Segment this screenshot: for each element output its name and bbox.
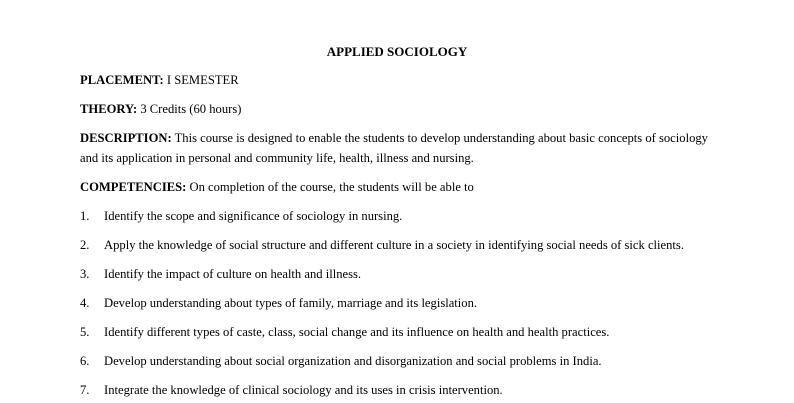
competency-number: 3. xyxy=(80,267,90,281)
competency-number: 6. xyxy=(80,354,90,368)
competency-item xyxy=(80,238,684,253)
competencies-line xyxy=(80,180,474,195)
competency-item xyxy=(80,296,477,311)
competency-item xyxy=(80,209,402,224)
competencies-intro: On completion of the course, the students will be able to xyxy=(186,180,474,194)
competency-text: Identify different types of caste, class, social change and its influence on health and health practices. xyxy=(104,325,610,339)
competency-text: Integrate the knowledge of clinical sociology and its uses in crisis intervention. xyxy=(104,383,503,397)
theory-label: THEORY: xyxy=(80,102,138,116)
description-label: DESCRIPTION: xyxy=(80,131,172,145)
theory-value: 3 Credits (60 hours) xyxy=(137,102,242,116)
competency-number: 1. xyxy=(80,209,90,223)
competencies-label: COMPETENCIES: xyxy=(80,180,187,194)
competency-number: 7. xyxy=(80,383,90,397)
competency-number: 5. xyxy=(80,325,90,339)
placement-label: PLACEMENT: xyxy=(80,73,164,87)
description-line-1 xyxy=(80,131,708,146)
placement-value: I SEMESTER xyxy=(163,73,239,87)
theory-line xyxy=(80,102,241,117)
competency-item xyxy=(80,325,609,340)
competency-item xyxy=(80,354,602,369)
placement-line xyxy=(80,73,239,88)
competency-text: Develop understanding about social organization and disorganization and social problems in India. xyxy=(104,354,602,368)
competency-item xyxy=(80,267,361,282)
document-title: APPLIED SOCIOLOGY xyxy=(326,44,468,59)
competency-number: 2. xyxy=(80,238,90,252)
competency-item xyxy=(80,383,503,398)
description-line-2 xyxy=(80,151,474,166)
competency-text: Identify the scope and significance of sociology in nursing. xyxy=(104,209,403,223)
description-text-2: and its application in personal and community life, health, illness and nursing. xyxy=(80,151,474,165)
competency-text: Identify the impact of culture on health and illness. xyxy=(104,267,362,281)
competency-text: Apply the knowledge of social structure and different culture in a society in identifying social needs of sick clients. xyxy=(104,238,684,252)
competency-text: Develop understanding about types of family, marriage and its legislation. xyxy=(104,296,478,310)
competency-number: 4. xyxy=(80,296,90,310)
description-text-1: This course is designed to enable the students to develop understanding about basic concepts of sociology xyxy=(171,131,708,145)
